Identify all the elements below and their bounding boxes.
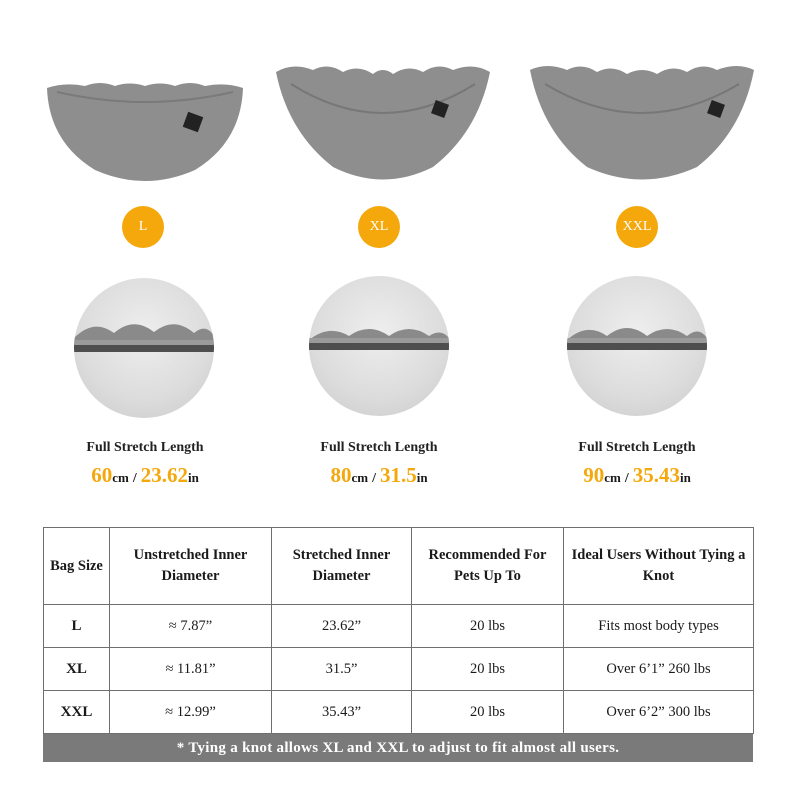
- stretch-photo-xxl: [567, 276, 707, 416]
- table-cell: ≈ 11.81”: [110, 648, 272, 691]
- header-bag-size: Bag Size: [44, 528, 110, 605]
- table-cell: 20 lbs: [412, 605, 564, 648]
- table-row: [44, 691, 754, 734]
- table-header-row: [44, 528, 754, 605]
- size-badge-l: L: [122, 206, 164, 248]
- size-table-container: [43, 527, 753, 762]
- stretch-measure-l: 60cm / 23.62in: [91, 463, 199, 487]
- table-cell: XL: [44, 648, 110, 691]
- stretch-label-xl: Full Stretch Length: [320, 440, 438, 455]
- size-badge-xl: XL: [358, 206, 400, 248]
- header-recommended: Recommended For Pets Up To: [412, 528, 564, 605]
- stretch-photo-xl: [309, 276, 449, 416]
- table-cell: L: [44, 605, 110, 648]
- footnote-banner: * Tying a knot allows XL and XXL to adjust to fit almost all users.: [43, 734, 753, 762]
- stretch-label-l: Full Stretch Length: [86, 440, 204, 455]
- table-cell: 23.62”: [272, 605, 412, 648]
- stretch-measure-xxl: 90cm / 35.43in: [583, 463, 691, 487]
- header-ideal-users: Ideal Users Without Tying a Knot: [564, 528, 754, 605]
- table-cell: XXL: [44, 691, 110, 734]
- table-cell: Over 6’2” 300 lbs: [564, 691, 754, 734]
- table-cell: 35.43”: [272, 691, 412, 734]
- stretch-label-xxl: Full Stretch Length: [578, 440, 696, 455]
- header-stretched: Stretched Inner Diameter: [272, 528, 412, 605]
- size-table: [43, 527, 754, 734]
- bag-image-l: [45, 82, 245, 187]
- table-cell: 20 lbs: [412, 691, 564, 734]
- bag-image-xxl: [527, 62, 757, 187]
- table-row: [44, 605, 754, 648]
- table-cell: ≈ 12.99”: [110, 691, 272, 734]
- bag-image-xl: [273, 62, 493, 187]
- stretch-measure-xl: 80cm / 31.5in: [330, 463, 428, 487]
- stretch-photo-l: [74, 278, 214, 418]
- table-cell: ≈ 7.87”: [110, 605, 272, 648]
- table-cell: 31.5”: [272, 648, 412, 691]
- size-badge-xxl: XXL: [616, 206, 658, 248]
- table-cell: 20 lbs: [412, 648, 564, 691]
- table-cell: Fits most body types: [564, 605, 754, 648]
- header-unstretched: Unstretched Inner Diameter: [110, 528, 272, 605]
- table-cell: Over 6’1” 260 lbs: [564, 648, 754, 691]
- table-row: [44, 648, 754, 691]
